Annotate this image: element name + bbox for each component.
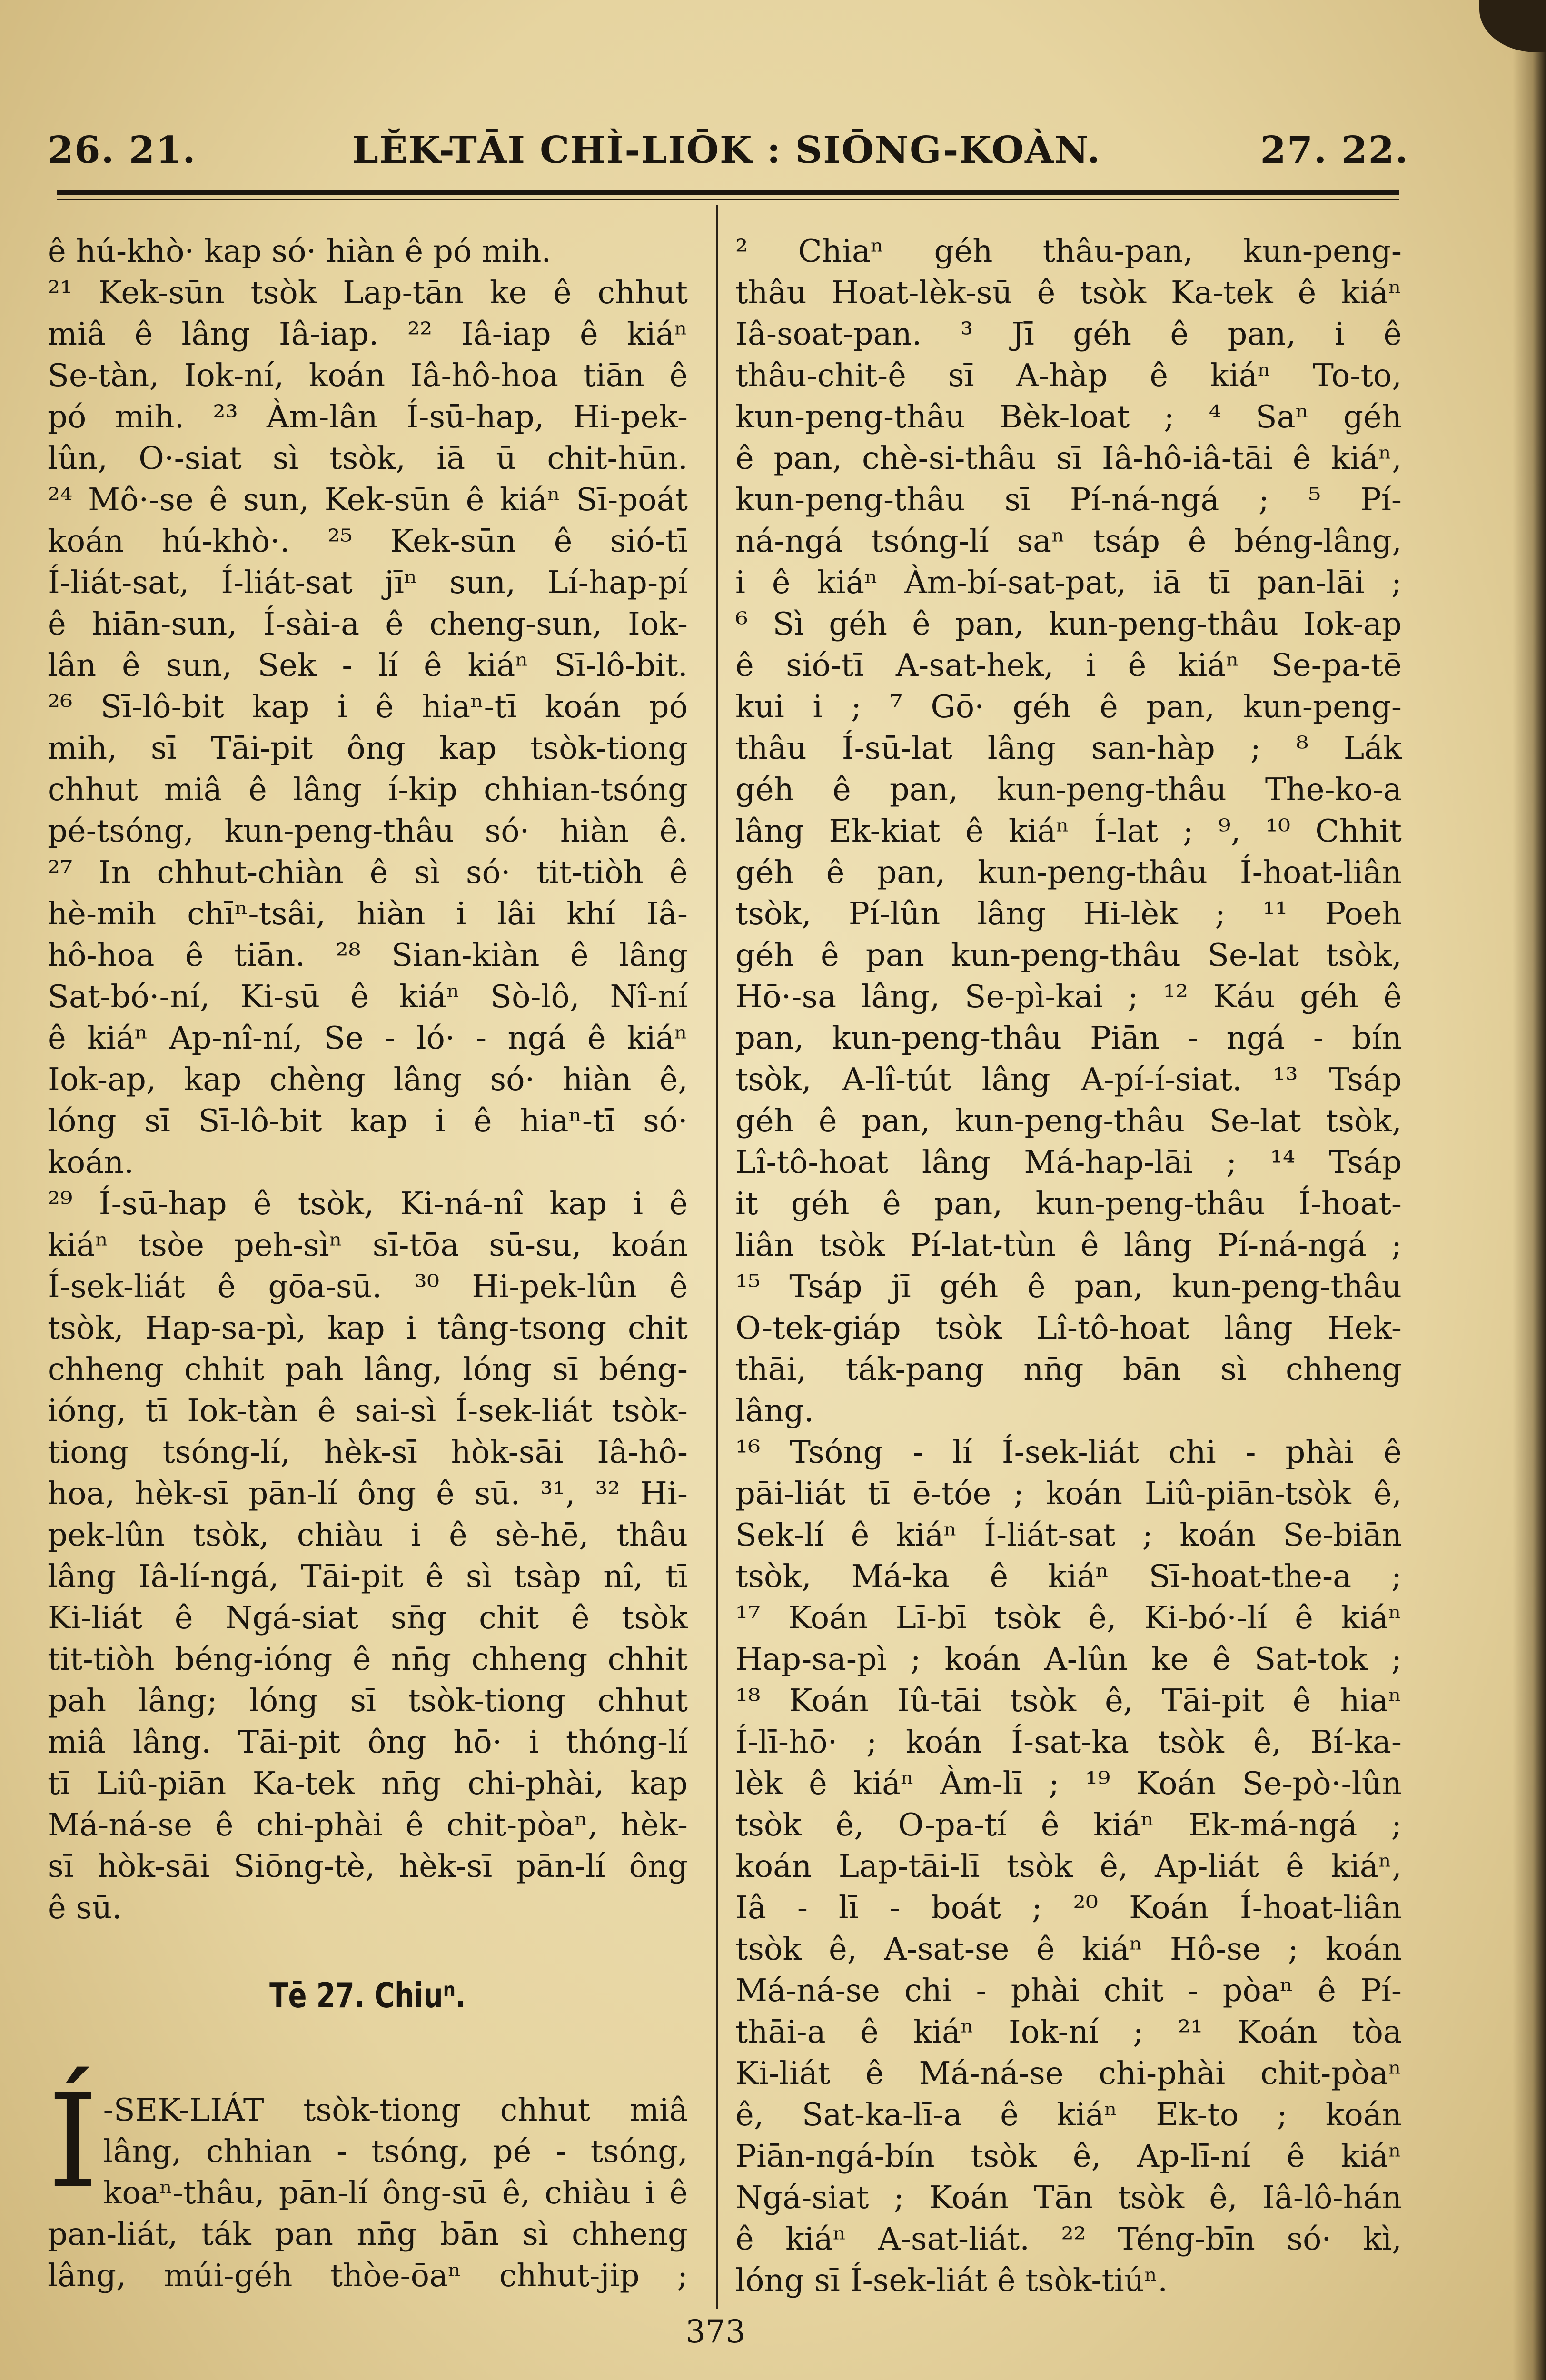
text-line: pāi-liát tī ē-tóe ; koán Liû-piān-tsòk ê, bbox=[735, 1476, 1402, 1512]
text-line: ²¹ Kek-sūn tsòk Lap-tān ke ê chhut bbox=[48, 275, 688, 311]
text-line: Iok-ap, kap chèng lâng só· hiàn ê, bbox=[48, 1061, 688, 1098]
text-line: lâng, múi-géh thòe-ōaⁿ chhut-jip ; bbox=[48, 2258, 688, 2294]
text-line: -SEK-LIÁT tsòk-tiong chhut miâ bbox=[103, 2092, 688, 2128]
drop-cap: Í bbox=[48, 2066, 99, 2216]
text-line: Sek-lí ê kiáⁿ Í-liát-sat ; koán Se-biān bbox=[735, 1517, 1402, 1553]
text-line: ² Chiaⁿ géh thâu-pan, kun-peng- bbox=[735, 233, 1402, 269]
text-line: Iâ-soat-pan. ³ Jī géh ê pan, i ê bbox=[735, 316, 1402, 352]
text-line: pan-liát, ták pan nn̄g bān sì chheng bbox=[48, 2216, 688, 2252]
text-line: ¹⁸ Koán Iû-tāi tsòk ê, Tāi-pit ê hiaⁿ bbox=[735, 1683, 1402, 1719]
text-line: pó mih. ²³ Àm-lân Í-sū-hap, Hi-pek- bbox=[48, 399, 688, 435]
text-line: tiong tsóng-lí, hèk-sī hòk-sāi Iâ-hô- bbox=[48, 1434, 688, 1470]
header-right-reference: 27. 22. bbox=[1260, 129, 1409, 172]
text-line: thâu-chit-ê sī A-hàp ê kiáⁿ To-to, bbox=[735, 357, 1402, 394]
text-line: i ê kiáⁿ Àm-bí-sat-pat, iā tī pan-lāi ; bbox=[735, 565, 1402, 601]
text-line: lèk ê kiáⁿ Àm-lī ; ¹⁹ Koán Se-pò·-lûn bbox=[735, 1765, 1402, 1802]
text-line: géh ê pan, kun-peng-thâu Se-lat tsòk, bbox=[735, 1103, 1402, 1139]
text-line: kiáⁿ tsòe peh-sìⁿ sī-tōa sū-su, koán bbox=[48, 1227, 688, 1263]
text-line: Iâ - lī - boát ; ²⁰ Koán Í-hoat-liân bbox=[735, 1890, 1402, 1926]
text-line: ²⁷ In chhut-chiàn ê sì só· tit-tiòh ê bbox=[48, 854, 688, 891]
text-line: koán. bbox=[48, 1144, 134, 1180]
text-line: koán Lap-tāi-lī tsòk ê, Ap-liát ê kiáⁿ, bbox=[735, 1848, 1402, 1884]
text-line: géh ê pan, kun-peng-thâu Í-hoat-liân bbox=[735, 854, 1402, 891]
text-line: Í-sek-liát ê gōa-sū. ³⁰ Hi-pek-lûn ê bbox=[48, 1269, 688, 1305]
text-line: Piān-ngá-bín tsòk ê, Ap-lī-ní ê kiáⁿ bbox=[735, 2138, 1402, 2174]
text-line: mih, sī Tāi-pit ông kap tsòk-tiong bbox=[48, 730, 688, 766]
text-line: tsòk, Pí-lûn lâng Hi-lèk ; ¹¹ Poeh bbox=[735, 896, 1402, 932]
text-line: ê sió-tī A-sat-hek, i ê kiáⁿ Se-pa-tē bbox=[735, 647, 1402, 684]
text-line: ²⁹ Í-sū-hap ê tsòk, Ki-ná-nî kap i ê bbox=[48, 1186, 688, 1222]
text-line: Se-tàn, Iok-ní, koán Iâ-hô-hoa tiān ê bbox=[48, 357, 688, 394]
header-rule-thin bbox=[57, 199, 1399, 200]
text-line: lâng. bbox=[735, 1393, 814, 1429]
text-line: lân ê sun, Sek - lí ê kiáⁿ Sī-lô-bit. bbox=[48, 647, 688, 684]
text-line: lóng sī Sī-lô-bit kap i ê hiaⁿ-tī só· bbox=[48, 1103, 688, 1139]
text-line: chhut miâ ê lâng í-kip chhian-tsóng bbox=[48, 772, 688, 808]
text-line: ê kiáⁿ Ap-nî-ní, Se - ló· - ngá ê kiáⁿ bbox=[48, 1020, 688, 1056]
running-header bbox=[48, 129, 1409, 181]
text-line: ê, Sat-ka-lī-a ê kiáⁿ Ek-to ; koán bbox=[735, 2097, 1402, 2133]
text-line: miâ lâng. Tāi-pit ông hō· i thóng-lí bbox=[48, 1724, 688, 1760]
text-line: thāi, ták-pang nn̄g bān sì chheng bbox=[735, 1351, 1402, 1388]
text-line: tsòk, Má-ka ê kiáⁿ Sī-hoat-the-a ; bbox=[735, 1558, 1402, 1595]
text-line: ¹⁷ Koán Lī-bī tsòk ê, Ki-bó·-lí ê kiáⁿ bbox=[735, 1600, 1402, 1636]
header-left-reference: 26. 21. bbox=[48, 129, 197, 172]
text-line: Hō·-sa lâng, Se-pì-kai ; ¹² Káu géh ê bbox=[735, 979, 1402, 1015]
text-line: kun-peng-thâu Bèk-loat ; ⁴ Saⁿ géh bbox=[735, 399, 1402, 435]
text-line: miâ ê lâng Iâ-iap. ²² Iâ-iap ê kiáⁿ bbox=[48, 316, 688, 352]
text-line: Ngá-siat ; Koán Tān tsòk ê, Iâ-lô-hán bbox=[735, 2180, 1402, 2216]
header-rule-thick bbox=[57, 190, 1399, 195]
text-line: chheng chhit pah lâng, lóng sī béng- bbox=[48, 1351, 688, 1388]
text-line: tit-tiòh béng-ióng ê nn̄g chheng chhit bbox=[48, 1641, 688, 1677]
column-divider bbox=[716, 205, 718, 2309]
text-line: ¹⁶ Tsóng - lí Í-sek-liát chi - phài ê bbox=[735, 1434, 1402, 1470]
text-line: ²⁴ Mô·-se ê sun, Kek-sūn ê kiáⁿ Sī-poát bbox=[48, 482, 688, 518]
text-line: sī hòk-sāi Siōng-tè, hèk-sī pān-lí ông bbox=[48, 1848, 688, 1884]
text-line: ¹⁵ Tsáp jī géh ê pan, kun-peng-thâu bbox=[735, 1269, 1402, 1305]
text-line: ê kiáⁿ A-sat-liát. ²² Téng-bīn só· kì, bbox=[735, 2221, 1402, 2257]
text-line: Í-lī-hō· ; koán Í-sat-ka tsòk ê, Bí-ka- bbox=[735, 1724, 1402, 1760]
text-line: tī Liû-piān Ka-tek nn̄g chi-phài, kap bbox=[48, 1765, 688, 1802]
text-line: thâu Í-sū-lat lâng san-hàp ; ⁸ Lák bbox=[735, 730, 1402, 766]
text-line: Má-ná-se ê chi-phài ê chit-pòaⁿ, hèk- bbox=[48, 1807, 688, 1843]
text-line: hè-mih chīⁿ-tsâi, hiàn i lâi khí Iâ- bbox=[48, 896, 688, 932]
text-line: lâng, chhian - tsóng, pé - tsóng, bbox=[103, 2133, 688, 2170]
text-line: ê pan, chè-si-thâu sī Iâ-hô-iâ-tāi ê kiáⁿ, bbox=[735, 440, 1402, 476]
text-line: tsòk, Hap-sa-pì, kap i tâng-tsong chit bbox=[48, 1310, 688, 1346]
text-line: thâu Hoat-lèk-sū ê tsòk Ka-tek ê kiáⁿ bbox=[735, 275, 1402, 311]
text-line: ê hiān-sun, Í-sài-a ê cheng-sun, Iok- bbox=[48, 606, 688, 642]
text-line: pek-lûn tsòk, chiàu i ê sè-hē, thâu bbox=[48, 1517, 688, 1553]
text-line: pan, kun-peng-thâu Piān - ngá - bín bbox=[735, 1020, 1402, 1056]
text-line: ióng, tī Iok-tàn ê sai-sì Í-sek-liát tsòk- bbox=[48, 1393, 688, 1429]
text-line: kun-peng-thâu sī Pí-ná-ngá ; ⁵ Pí- bbox=[735, 482, 1402, 518]
text-line: lâng Ek-kiat ê kiáⁿ Í-lat ; ⁹, ¹⁰ Chhit bbox=[735, 813, 1402, 849]
text-line: O-tek-giáp tsòk Lî-tô-hoat lâng Hek- bbox=[735, 1310, 1402, 1346]
text-line: géh ê pan, kun-peng-thâu The-ko-a bbox=[735, 772, 1402, 808]
text-line: lûn, O·-siat sì tsòk, iā ū chit-hūn. bbox=[48, 440, 688, 476]
text-line: Hap-sa-pì ; koán A-lûn ke ê Sat-tok ; bbox=[735, 1641, 1402, 1677]
page-edge-shadow bbox=[1513, 0, 1546, 2380]
text-line: lóng sī Í-sek-liát ê tsòk-tiúⁿ. bbox=[735, 2262, 1168, 2299]
text-line: koán hú-khò·. ²⁵ Kek-sūn ê sió-tī bbox=[48, 523, 688, 559]
header-title: LĔK-TĀI CHÌ-LIŌK : SIŌNG-KOÀN. bbox=[352, 129, 1101, 172]
text-line: ⁶ Sì géh ê pan, kun-peng-thâu Iok-ap bbox=[735, 606, 1402, 642]
text-line: Sat-bó·-ní, Ki-sū ê kiáⁿ Sò-lô, Nî-ní bbox=[48, 979, 688, 1015]
left-column bbox=[48, 231, 688, 1929]
text-line: lâng Iâ-lí-ngá, Tāi-pit ê sì tsàp nî, tī bbox=[48, 1558, 688, 1595]
text-line: pé-tsóng, kun-peng-thâu só· hiàn ê. bbox=[48, 813, 688, 849]
text-line: tsòk ê, O-pa-tí ê kiáⁿ Ek-má-ngá ; bbox=[735, 1807, 1402, 1843]
text-line: hoa, hèk-sī pān-lí ông ê sū. ³¹, ³² Hi- bbox=[48, 1476, 688, 1512]
text-line: koaⁿ-thâu, pān-lí ông-sū ê, chiàu i ê bbox=[103, 2175, 688, 2211]
text-line: ê hú-khò· kap só· hiàn ê pó mih. bbox=[48, 233, 552, 269]
text-line: hô-hoa ê tiān. ²⁸ Sian-kiàn ê lâng bbox=[48, 937, 688, 973]
text-line: géh ê pan kun-peng-thâu Se-lat tsòk, bbox=[735, 937, 1402, 973]
text-line: Ki-liát ê Má-ná-se chi-phài chit-pòaⁿ bbox=[735, 2055, 1402, 2092]
text-line: it géh ê pan, kun-peng-thâu Í-hoat- bbox=[735, 1186, 1402, 1222]
right-column bbox=[735, 231, 1402, 2301]
text-line: ê sū. bbox=[48, 1890, 122, 1926]
text-line: tsòk, A-lî-tút lâng A-pí-í-siat. ¹³ Tsáp bbox=[735, 1061, 1402, 1098]
page-number: 373 bbox=[685, 2313, 745, 2350]
text-line: Lî-tô-hoat lâng Má-hap-lāi ; ¹⁴ Tsáp bbox=[735, 1144, 1402, 1180]
text-line: liân tsòk Pí-lat-tùn ê lâng Pí-ná-ngá ; bbox=[735, 1227, 1402, 1263]
chapter-heading: Tē 27. Chiuⁿ. bbox=[269, 1975, 466, 2015]
text-line: Í-liát-sat, Í-liát-sat jīⁿ sun, Lí-hap-pí bbox=[48, 565, 688, 601]
text-line: pah lâng; lóng sī tsòk-tiong chhut bbox=[48, 1683, 688, 1719]
text-line: Ki-liát ê Ngá-siat sn̄g chit ê tsòk bbox=[48, 1600, 688, 1636]
text-line: ná-ngá tsóng-lí saⁿ tsáp ê béng-lâng, bbox=[735, 523, 1402, 559]
chapter-intro bbox=[48, 2066, 688, 2297]
text-line: Má-ná-se chi - phài chit - pòaⁿ ê Pí- bbox=[735, 1973, 1402, 2009]
text-line: tsòk ê, A-sat-se ê kiáⁿ Hô-se ; koán bbox=[735, 1931, 1402, 1967]
text-line: kui i ; ⁷ Gō· géh ê pan, kun-peng- bbox=[735, 689, 1402, 725]
text-line: ²⁶ Sī-lô-bit kap i ê hiaⁿ-tī koán pó bbox=[48, 689, 688, 725]
text-line: thāi-a ê kiáⁿ Iok-ní ; ²¹ Koán tòa bbox=[735, 2014, 1402, 2050]
